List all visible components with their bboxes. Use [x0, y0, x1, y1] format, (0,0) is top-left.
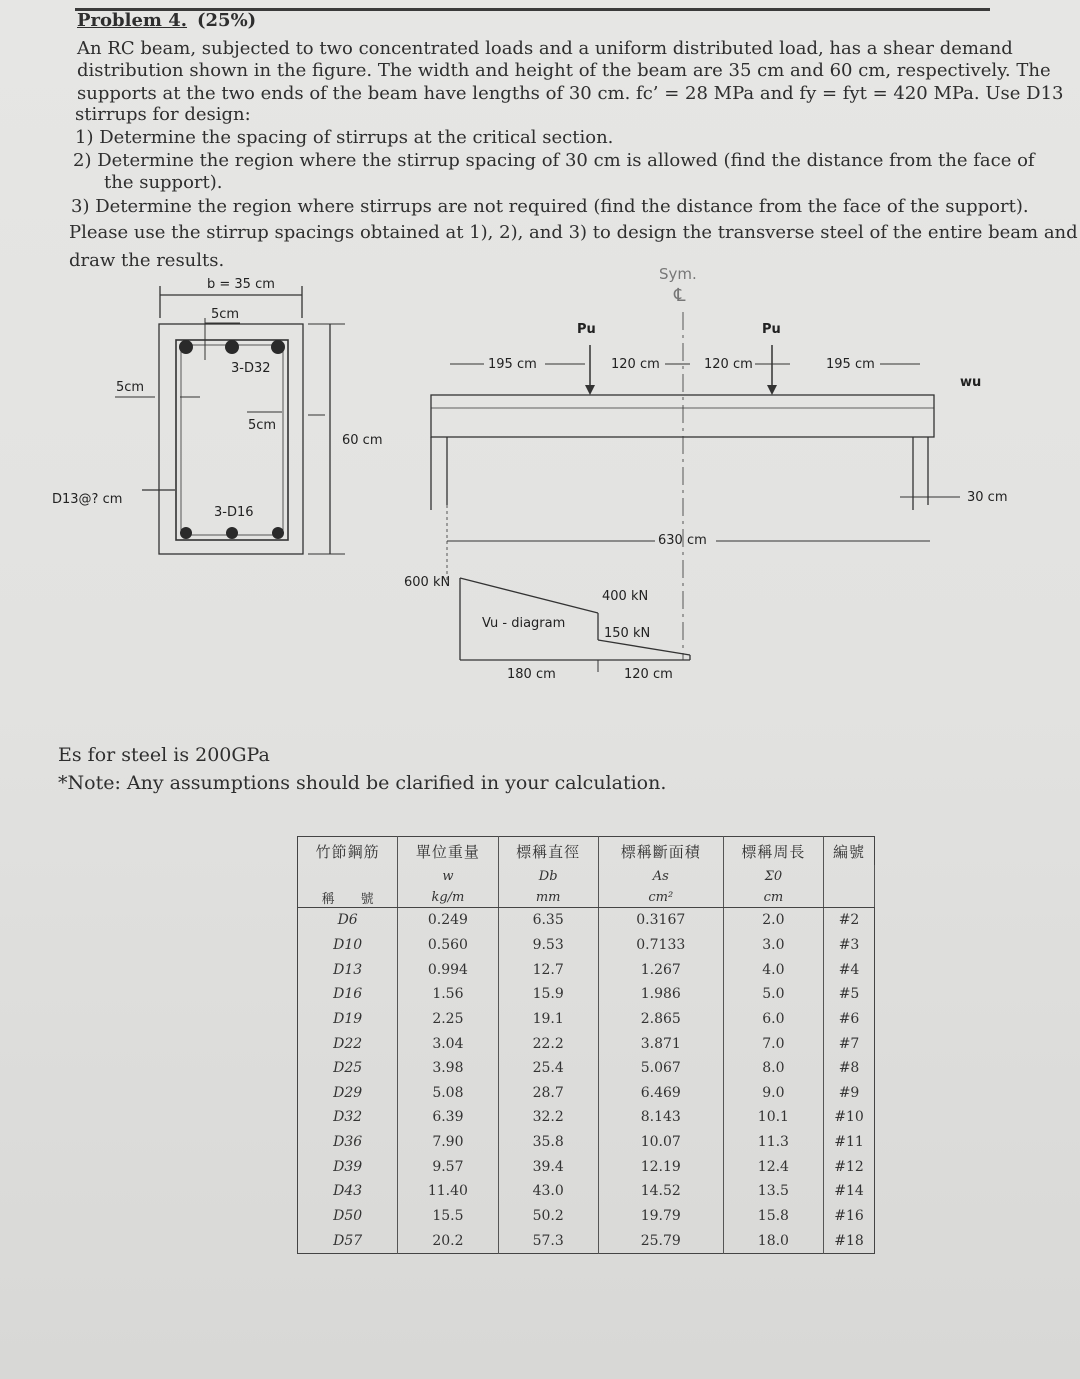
table-cell: 3.871 [598, 1031, 723, 1056]
table-cell: #8 [838, 1060, 860, 1077]
table-row [298, 1228, 875, 1253]
top-bar-3 [271, 340, 285, 354]
note-assumption: *Note: Any assumptions should be clarified in your calculation. [58, 772, 667, 794]
table-cell: 9.53 [498, 933, 598, 958]
table-cell: 9.57 [398, 1154, 498, 1179]
table-row [298, 1179, 875, 1204]
label-load-left: Pu [577, 322, 596, 337]
table-cell: 15.8 [723, 1204, 823, 1229]
table-cell: 0.560 [398, 933, 498, 958]
table-cell: 13.5 [723, 1179, 823, 1204]
table-cell: 10.07 [598, 1130, 723, 1155]
symbol-cell: Σ0 [723, 865, 823, 887]
top-bar-2 [225, 340, 239, 354]
label-dim-2: 120 cm [611, 357, 660, 372]
table-cell: D22 [298, 1031, 398, 1056]
symbol-cell [824, 865, 875, 887]
table-row [298, 1105, 875, 1130]
table-row [298, 1031, 875, 1056]
label-dim-4: 195 cm [826, 357, 875, 372]
table-cell: 11.40 [398, 1179, 498, 1204]
question-2a: 2) Determine the region where the stirrup spacing of 30 cm is allowed (find the distance from the face of [73, 150, 1035, 171]
question-2b: the support). [104, 172, 223, 193]
table-cell: 32.2 [498, 1105, 598, 1130]
table-cell: 1.986 [598, 982, 723, 1007]
rebar-table-body [298, 908, 875, 1254]
table-cell: 14.52 [598, 1179, 723, 1204]
table-cell: 0.3167 [598, 908, 723, 933]
table-cell: #11 [834, 1134, 864, 1151]
table-cell: 15.5 [398, 1204, 498, 1229]
table-row [298, 1080, 875, 1105]
label-dim-3: 120 cm [704, 357, 753, 372]
table-cell: #3 [838, 936, 860, 953]
table-cell: 4.0 [723, 957, 823, 982]
table-cell: 10.1 [723, 1105, 823, 1130]
table-cell: #16 [834, 1208, 864, 1224]
label-cover-top: 5cm [211, 307, 240, 322]
bottom-bar-2 [226, 527, 238, 539]
table-cell: 15.9 [498, 982, 598, 1007]
table-cell: 5.0 [723, 982, 823, 1007]
table-cell: 12.4 [723, 1154, 823, 1179]
table-cell: D13 [298, 957, 398, 982]
header-perimeter: 標稱周長 [723, 837, 823, 866]
table-cell: 8.0 [723, 1056, 823, 1081]
table-cell: 25.4 [498, 1056, 598, 1081]
table-cell: 20.2 [398, 1228, 498, 1253]
table-cell: #12 [834, 1158, 864, 1175]
table-cell: 0.249 [398, 908, 498, 933]
symbol-cell: w [398, 865, 498, 887]
table-cell: 22.2 [498, 1031, 598, 1056]
intro-line-1: An RC beam, subjected to two concentrated loads and a uniform distributed load, has a shear demand [77, 38, 1013, 59]
table-cell: 2.0 [723, 908, 823, 933]
centerline-icon: ℄ [674, 285, 686, 306]
question-1: 1) Determine the spacing of stirrups at the critical section. [75, 127, 614, 148]
table-cell: D6 [298, 908, 398, 933]
note-es: Es for steel is 200GPa [58, 744, 270, 766]
table-cell: D25 [298, 1056, 398, 1081]
table-cell: 0.7133 [598, 933, 723, 958]
header-area: 標稱斷面積 [598, 837, 723, 866]
header-weight: 單位重量 [398, 837, 498, 866]
table-cell: 8.143 [598, 1105, 723, 1130]
table-cell: 9.0 [723, 1080, 823, 1105]
table-cell: D39 [298, 1154, 398, 1179]
table-cell: 28.7 [498, 1080, 598, 1105]
label-load-right: Pu [762, 322, 781, 337]
table-cell: D57 [298, 1228, 398, 1253]
intro-line-2: distribution shown in the figure. The width and height of the beam are 35 cm and 60 cm, respectively. The [77, 60, 1051, 81]
label-v-max: 600 kN [404, 575, 451, 590]
table-cell: D50 [298, 1204, 398, 1229]
question-3: 3) Determine the region where stirrups are not required (find the distance from the face of the support). [71, 196, 1029, 217]
table-cell: #2 [838, 912, 860, 929]
table-row [298, 908, 875, 933]
label-seg-2: 120 cm [624, 667, 673, 682]
table-cell: 1.56 [398, 982, 498, 1007]
label-vu-diagram: Vu - diagram [482, 616, 566, 631]
table-cell: 1.267 [598, 957, 723, 982]
label-cover-side: 5cm [116, 380, 145, 395]
header-number: 編號 [833, 842, 866, 861]
symbol-cell: As [598, 865, 723, 887]
table-cell: 3.98 [398, 1056, 498, 1081]
table-cell: 12.19 [598, 1154, 723, 1179]
table-cell: 6.0 [723, 1007, 823, 1032]
table-cell: D16 [298, 982, 398, 1007]
load-arrowhead-left [585, 385, 595, 395]
table-cell: 35.8 [498, 1130, 598, 1155]
label-v-mid-high: 400 kN [602, 589, 649, 604]
table-cell: #5 [838, 986, 860, 1003]
label-support-length: 30 cm [967, 490, 1008, 505]
top-bar-1 [179, 340, 193, 354]
symbol-cell [298, 865, 398, 887]
table-cell: 2.865 [598, 1007, 723, 1032]
label-bottom-bars: 3-D16 [214, 505, 254, 520]
bottom-bar-3 [272, 527, 284, 539]
table-cell: 12.7 [498, 957, 598, 982]
label-udl: wu [960, 375, 982, 390]
unit-cell: 稱 號 [298, 887, 398, 908]
label-half-span: 630 cm [658, 533, 707, 548]
table-row [298, 1130, 875, 1155]
table-cell: 18.0 [723, 1228, 823, 1253]
table-cell: #7 [838, 1035, 860, 1052]
beam-outline [431, 395, 934, 437]
table-cell: 7.90 [398, 1130, 498, 1155]
table-row [298, 1056, 875, 1081]
table-cell: 6.35 [498, 908, 598, 933]
table-cell: 6.469 [598, 1080, 723, 1105]
label-v-mid-low: 150 kN [604, 626, 651, 641]
unit-cell: mm [498, 887, 598, 908]
vu-slope-1 [460, 578, 598, 613]
table-cell: 3.0 [723, 933, 823, 958]
table-cell: 6.39 [398, 1105, 498, 1130]
table-cell: 43.0 [498, 1179, 598, 1204]
table-cell: 57.3 [498, 1228, 598, 1253]
table-cell: 2.25 [398, 1007, 498, 1032]
table-cell: 50.2 [498, 1204, 598, 1229]
table-cell: 7.0 [723, 1031, 823, 1056]
table-cell: D10 [298, 933, 398, 958]
table-cell: 39.4 [498, 1154, 598, 1179]
table-cell: 25.79 [598, 1228, 723, 1253]
table-cell: #14 [834, 1183, 864, 1200]
table-cell: 19.1 [498, 1007, 598, 1032]
table-cell: 5.08 [398, 1080, 498, 1105]
table-cell: #9 [838, 1084, 860, 1101]
rebar-table [297, 836, 875, 1254]
intro-line-4: stirrups for design: [75, 104, 251, 125]
label-height: 60 cm [342, 433, 383, 448]
closing-line-1: Please use the stirrup spacings obtained at 1), 2), and 3) to design the transverse steel of the entire beam and [69, 222, 1078, 243]
header-bar: 竹節鋼筋 [298, 837, 398, 866]
header-diameter: 標稱直徑 [498, 837, 598, 866]
closing-line-2: draw the results. [69, 250, 225, 271]
bottom-bar-1 [180, 527, 192, 539]
table-cell: 0.994 [398, 957, 498, 982]
label-inner-dim: 5cm [248, 418, 277, 433]
table-row [298, 1154, 875, 1179]
table-row [298, 982, 875, 1007]
table-row [298, 1007, 875, 1032]
label-sym: Sym. [659, 265, 697, 283]
table-cell: D36 [298, 1130, 398, 1155]
table-cell: D32 [298, 1105, 398, 1130]
table-cell: #6 [838, 1010, 860, 1027]
table-cell: 11.3 [723, 1130, 823, 1155]
table-cell: 3.04 [398, 1031, 498, 1056]
table-cell: 19.79 [598, 1204, 723, 1229]
unit-cell: kg/m [398, 887, 498, 908]
table-row [298, 1204, 875, 1229]
unit-cell [824, 887, 875, 908]
table-row [298, 933, 875, 958]
symbol-cell: Db [498, 865, 598, 887]
table-cell: D29 [298, 1080, 398, 1105]
problem-weight: (25%) [197, 10, 257, 31]
vu-slope-2 [598, 640, 690, 655]
label-seg-1: 180 cm [507, 667, 556, 682]
label-top-bars: 3-D32 [231, 361, 271, 376]
label-b: b = 35 cm [207, 277, 275, 292]
table-row [298, 957, 875, 982]
label-dim-1: 195 cm [488, 357, 537, 372]
unit-cell: cm [723, 887, 823, 908]
load-arrowhead-right [767, 385, 777, 395]
label-stirrup: D13@? cm [52, 492, 123, 507]
table-cell: #10 [834, 1109, 864, 1126]
table-cell: 5.067 [598, 1056, 723, 1081]
table-cell: D19 [298, 1007, 398, 1032]
table-cell: D43 [298, 1179, 398, 1204]
problem-title: Problem 4. [77, 10, 188, 31]
intro-line-3: supports at the two ends of the beam have lengths of 30 cm. fc’ = 28 MPa and fy = fyt = 420 MPa. Use D13 [77, 83, 1064, 104]
unit-cell: cm² [598, 887, 723, 908]
table-cell: #18 [834, 1232, 864, 1249]
table-cell: #4 [838, 961, 860, 978]
